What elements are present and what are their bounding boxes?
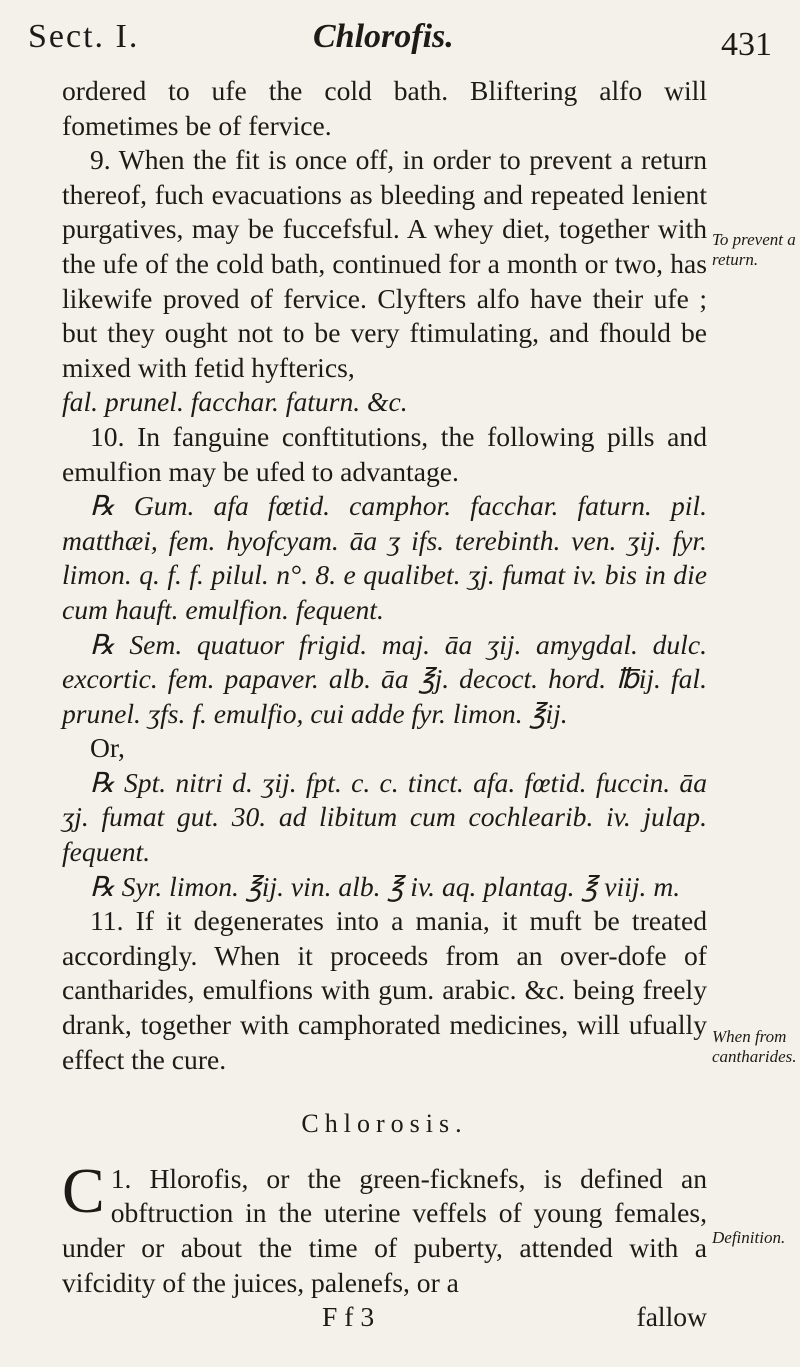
paragraph-11: 11. If it degenerates into a mania, it muft be treated accordingly. When it proceeds from an over-dofe of cantharides, emulfions with gum. arabic. &c. being freely drank, together with camphorated medicines, will ufually effect the cure. — [62, 905, 707, 1075]
margin-note-cantharides: When from cantharides. — [712, 1027, 797, 1066]
recipe-julep: ℞ Syr. limon. ℥ij. vin. alb. ℥ iv. aq. plantag. ℥ viij. m. — [90, 870, 681, 902]
or-separator: Or, — [90, 732, 125, 764]
paragraph-9: 9. When the fit is once off, in order to prevent a return thereof, fuch evacuations as bleeding and repeated lenient purgatives, may be fuccefsful. A whey diet, together with the ufe of the cold bath, continued for a month or two, has likewife proved of fervice. Clyfters alfo have their ufe ; but they ought not to be very ftimulating, and fhould be mixed with fetid hyfterics, — [62, 144, 707, 383]
margin-note-prevent: To prevent a return. — [712, 230, 796, 269]
paragraph-10: 10. In fanguine conftitutions, the following pills and emulfion may be ufed to advantage. — [62, 420, 707, 487]
page-number: 431 — [721, 26, 772, 63]
catchword: fallow — [636, 1301, 707, 1333]
section-heading: Chlorosis. — [301, 1109, 468, 1139]
paragraph-9-tail: fal. prunel. facchar. faturn. &c. — [62, 386, 408, 418]
paragraph-chlorosis — [62, 1154, 707, 1300]
section-label: Sect. I. — [28, 18, 140, 55]
recipe-spirit: ℞ Spt. nitri d. ʒij. fpt. c. c. tinct. afa. fœtid. fuccin. āa ʒj. fumat gut. 30. ad libitum cum cochlearib. iv. julap. fequent. — [62, 766, 707, 868]
page-body — [62, 74, 707, 1335]
margin-note-definition: Definition. — [712, 1228, 786, 1247]
paragraph-8-end: ordered to ufe the cold bath. Bliftering alfo will fometimes be of fervice. — [62, 75, 707, 141]
page-footer — [62, 1300, 707, 1335]
recipe-emulsion: ℞ Sem. quatuor frigid. maj. āa ʒij. amygdal. dulc. excortic. fem. papaver. alb. āa ℥j. decoct. hord. ℔ij. fal. prunel. ʒfs. f. emulfio, cui adde fyr. limon. ℥ij. — [62, 628, 707, 729]
recipe-pills: ℞ Gum. afa fœtid. camphor. facchar. faturn. pil. matthæi, fem. hyofcyam. āa ʒ ifs. terebinth. ven. ʒij. fyr. limon. q. f. f. pilul. n°. 8. e qualibet. ʒj. fumat iv. bis in die cum hauft. emulfion. fequent. — [62, 490, 707, 625]
running-title: Chlorofis. — [313, 18, 454, 55]
paragraph-chlorosis-text: 1. Hlorofis, or the green-ficknefs, is defined an obftruction in the uterine veffels of young females, under or about the time of puberty, attended with a vifcidity of the juices, palenefs, or a — [62, 1162, 707, 1298]
running-head — [28, 14, 772, 74]
recipes — [62, 489, 707, 904]
signature-mark: F f 3 — [322, 1301, 375, 1333]
drop-cap: C — [62, 1154, 105, 1226]
